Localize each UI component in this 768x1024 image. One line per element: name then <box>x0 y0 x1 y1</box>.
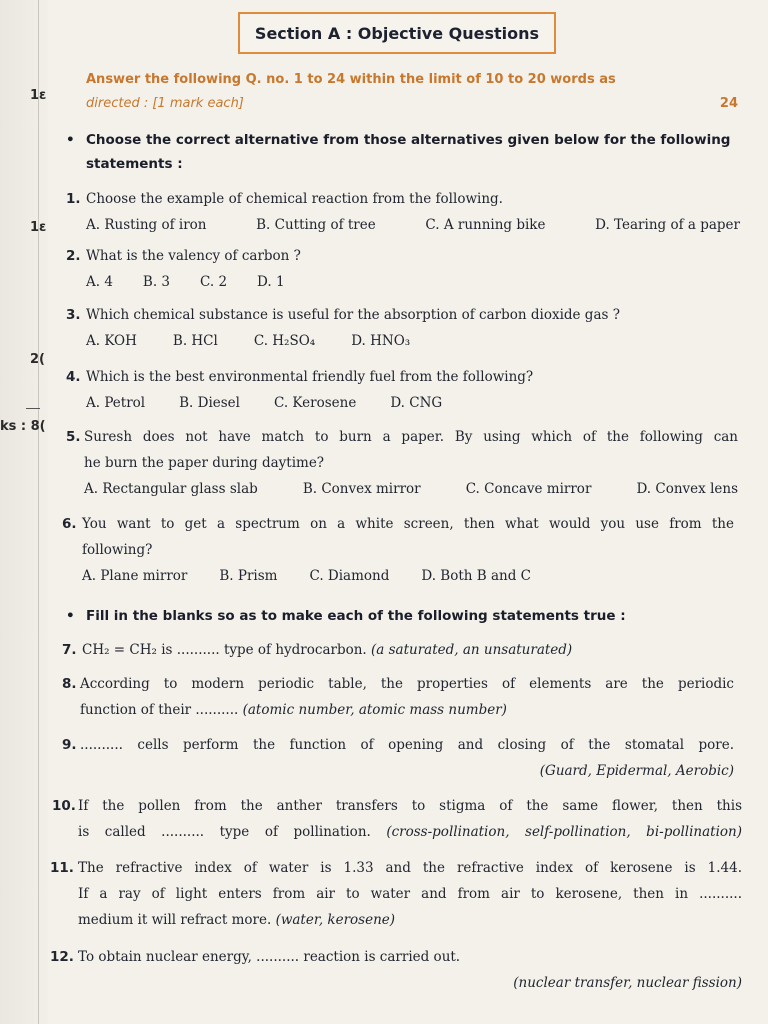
question-11 <box>50 855 742 933</box>
option[interactable]: B. Prism <box>219 568 278 584</box>
option[interactable]: D. Both B and C <box>421 568 531 584</box>
option[interactable]: C. A running bike <box>425 217 546 233</box>
question-text: Suresh does not have match to burn a paper. By using which of the following can <box>84 429 738 445</box>
options <box>86 390 738 416</box>
question-number: 3. <box>66 307 81 323</box>
answer-hint: (cross-pollination, self-pollination, bi-pollination) <box>386 824 742 840</box>
section-title-box <box>238 12 556 54</box>
question-text: CH₂ = CH₂ is .......... type of hydrocarbon. <box>82 642 367 658</box>
question-12 <box>50 944 742 996</box>
options <box>86 328 738 354</box>
question-number: 6. <box>62 516 77 532</box>
question-1 <box>66 186 738 238</box>
instruction-text: Answer the following Q. no. 1 to 24 within the limit of 10 to 20 words as <box>86 72 616 87</box>
option[interactable]: A. KOH <box>86 333 137 349</box>
option[interactable]: D. HNO₃ <box>351 333 411 349</box>
option[interactable]: D. Convex lens <box>636 481 738 497</box>
option[interactable]: A. Plane mirror <box>82 568 188 584</box>
edge-mark: ks : 8( <box>0 419 46 434</box>
edge-mark: 1ε <box>30 220 47 235</box>
question-number: 7. <box>62 642 77 658</box>
options <box>86 212 740 238</box>
question-text: The refractive index of water is 1.33 and the refractive index of kerosene is 1.44. <box>78 860 742 876</box>
instruction-line <box>86 92 738 116</box>
question-number: 5. <box>66 429 81 445</box>
question-text: You want to get a spectrum on a white screen, then what would you use from the <box>82 516 734 532</box>
options <box>84 476 738 502</box>
question-text: If the pollen from the anther transfers to stigma of the same flower, then this <box>78 798 742 814</box>
page-margin <box>0 0 48 1024</box>
option[interactable]: C. 2 <box>200 274 228 290</box>
answer-hint: (Guard, Epidermal, Aerobic) <box>539 763 734 779</box>
option[interactable]: B. Diesel <box>179 395 240 411</box>
question-5 <box>66 424 738 502</box>
options <box>82 563 734 589</box>
edge-dash <box>26 408 40 409</box>
section-title: Section A : Objective Questions <box>254 23 540 43</box>
question-text: Which is the best environmental friendly fuel from the following? <box>86 369 534 385</box>
option[interactable]: C. H₂SO₄ <box>253 333 316 349</box>
answer-hint: (atomic number, atomic mass number) <box>242 702 507 718</box>
question-text: he burn the paper during daytime? <box>84 455 325 471</box>
instruction-line <box>86 68 738 92</box>
option[interactable]: B. Convex mirror <box>302 481 421 497</box>
question-number: 8. <box>62 676 77 692</box>
question-text: .......... cells perform the function of opening and closing of the stomatal pore. <box>80 737 734 753</box>
question-text: Which chemical substance is useful for the absorption of carbon dioxide gas ? <box>86 307 620 323</box>
question-text: function of their .......... <box>80 702 239 718</box>
question-number: 1. <box>66 191 81 207</box>
question-number: 11. <box>50 860 74 876</box>
option[interactable]: B. 3 <box>142 274 171 290</box>
answer-hint: (nuclear transfer, nuclear fission) <box>513 975 742 991</box>
question-number: 9. <box>62 737 77 753</box>
question-text: What is the valency of carbon ? <box>86 248 301 264</box>
edge-mark: 2( <box>30 352 45 367</box>
option[interactable]: C. Concave mirror <box>465 481 592 497</box>
option[interactable]: A. Rectangular glass slab <box>84 481 258 497</box>
question-text: According to modern periodic table, the properties of elements are the periodic <box>80 676 734 692</box>
question-2 <box>66 243 738 295</box>
margin-rule <box>38 0 39 1024</box>
answer-hint: (water, kerosene) <box>275 912 396 928</box>
question-text: medium it will refract more. <box>78 912 272 928</box>
bullet-icon: • <box>66 132 75 148</box>
question-3 <box>66 302 738 354</box>
bullet-icon: • <box>66 608 75 624</box>
answer-hint: (a saturated, an unsaturated) <box>371 642 573 658</box>
fill-heading <box>66 604 742 628</box>
question-4 <box>66 364 738 416</box>
option[interactable]: C. Diamond <box>309 568 390 584</box>
instructions <box>86 68 738 116</box>
option[interactable]: A. Petrol <box>86 395 146 411</box>
question-number: 4. <box>66 369 81 385</box>
option[interactable]: D. Tearing of a paper <box>595 217 740 233</box>
option[interactable]: B. Cutting of tree <box>256 217 376 233</box>
heading-text: Fill in the blanks so as to make each of the following statements true : <box>86 608 626 624</box>
option[interactable]: D. CNG <box>390 395 443 411</box>
option[interactable]: D. 1 <box>257 274 285 290</box>
option[interactable]: B. HCl <box>172 333 218 349</box>
option[interactable]: A. 4 <box>86 274 113 290</box>
question-9 <box>62 732 734 784</box>
question-6 <box>62 511 734 589</box>
total-marks: 24 <box>719 96 738 111</box>
question-number: 10. <box>52 798 76 814</box>
question-7 <box>62 637 734 663</box>
question-text: following? <box>82 542 153 558</box>
question-8 <box>62 671 734 723</box>
edge-mark: 1ε <box>30 88 47 103</box>
choose-heading <box>66 128 742 176</box>
options <box>86 269 738 295</box>
question-number: 12. <box>50 949 74 965</box>
question-text: To obtain nuclear energy, .......... reaction is carried out. <box>78 949 461 965</box>
option[interactable]: C. Kerosene <box>274 395 357 411</box>
question-text: is called .......... type of pollination. <box>78 824 371 840</box>
heading-text: Choose the correct alternative from those alternatives given below for the following statements : <box>86 132 731 172</box>
question-text: If a ray of light enters from air to water and from air to kerosene, then in .......... <box>78 886 742 902</box>
question-text: Choose the example of chemical reaction from the following. <box>86 191 503 207</box>
question-number: 2. <box>66 248 81 264</box>
option[interactable]: A. Rusting of iron <box>86 217 207 233</box>
instruction-marks-note: directed : [1 mark each] <box>86 96 244 111</box>
question-10 <box>52 793 742 845</box>
